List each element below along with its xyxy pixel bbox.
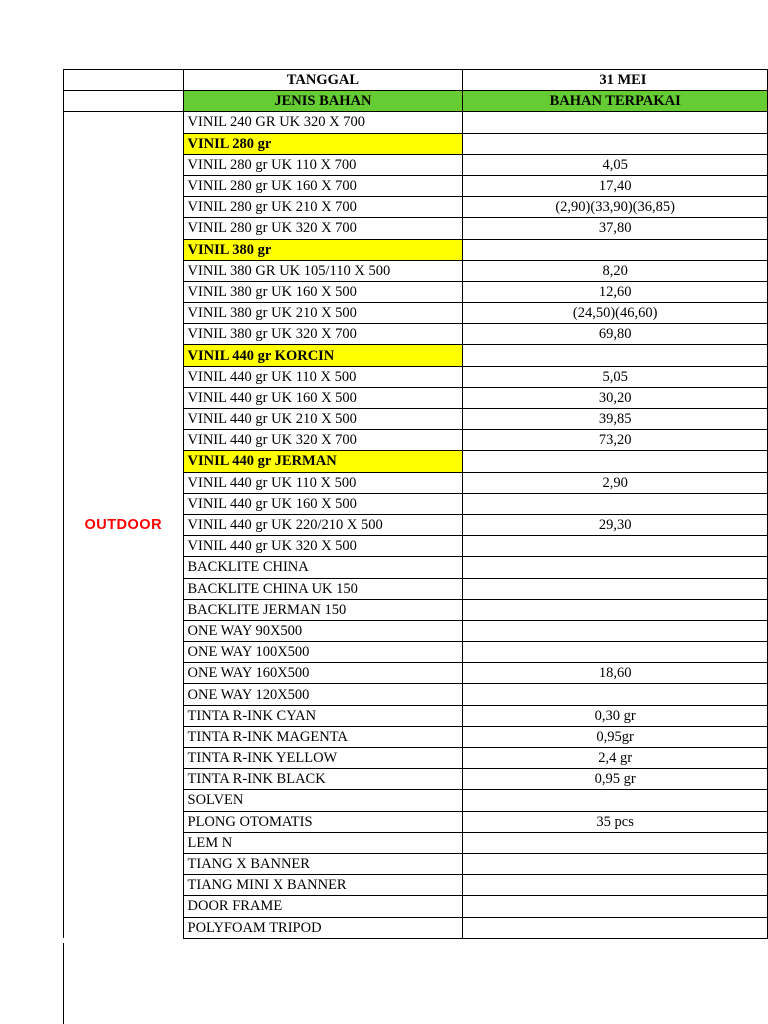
usage-value-cell (463, 790, 768, 811)
material-name-cell: LEM N (183, 832, 463, 853)
usage-value-cell (463, 133, 768, 154)
usage-value-cell (463, 239, 768, 260)
material-name-cell: VINIL 440 gr UK 110 X 500 (183, 472, 463, 493)
material-group-label: VINIL 380 gr (183, 239, 463, 260)
bahan-terpakai-header: BAHAN TERPAKAI (463, 91, 768, 112)
usage-value-cell (463, 557, 768, 578)
material-name-cell: VINIL 440 gr UK 320 X 500 (183, 536, 463, 557)
material-name-cell: PLONG OTOMATIS (183, 811, 463, 832)
usage-value-cell: 39,85 (463, 409, 768, 430)
usage-value-cell: 73,20 (463, 430, 768, 451)
usage-value-cell (463, 536, 768, 557)
material-name-cell: VINIL 380 GR UK 105/110 X 500 (183, 260, 463, 281)
usage-value-cell: 4,05 (463, 154, 768, 175)
material-name-cell: ONE WAY 100X500 (183, 642, 463, 663)
material-group-label: VINIL 280 gr (183, 133, 463, 154)
material-name-cell: VINIL 440 gr UK 110 X 500 (183, 366, 463, 387)
material-name-cell: BACKLITE CHINA UK 150 (183, 578, 463, 599)
blank-header-cell (64, 70, 184, 91)
usage-value-cell (463, 853, 768, 874)
material-group-label: VINIL 440 gr KORCIN (183, 345, 463, 366)
material-name-cell: VINIL 280 gr UK 210 X 700 (183, 197, 463, 218)
usage-value-cell: 69,80 (463, 324, 768, 345)
material-name-cell: TINTA R-INK CYAN (183, 705, 463, 726)
material-name-cell: VINIL 240 GR UK 320 X 700 (183, 112, 463, 133)
usage-value-cell: 37,80 (463, 218, 768, 239)
usage-value-cell (463, 875, 768, 896)
material-name-cell: TINTA R-INK MAGENTA (183, 726, 463, 747)
material-name-cell: VINIL 280 gr UK 320 X 700 (183, 218, 463, 239)
usage-value-cell: 0,95 gr (463, 769, 768, 790)
material-name-cell: VINIL 440 gr UK 160 X 500 (183, 493, 463, 514)
usage-value-cell: 8,20 (463, 260, 768, 281)
table-row (64, 112, 768, 133)
usage-value-cell: 18,60 (463, 663, 768, 684)
material-name-cell: TINTA R-INK YELLOW (183, 748, 463, 769)
material-name-cell: BACKLITE CHINA (183, 557, 463, 578)
usage-value-cell (463, 642, 768, 663)
jenis-bahan-header: JENIS BAHAN (183, 91, 463, 112)
material-name-cell: VINIL 380 gr UK 320 X 700 (183, 324, 463, 345)
material-usage-table (63, 69, 768, 939)
usage-value-cell: 2,4 gr (463, 748, 768, 769)
material-name-cell: SOLVEN (183, 790, 463, 811)
usage-value-cell: 17,40 (463, 175, 768, 196)
category-column-border (63, 943, 64, 1024)
material-name-cell: POLYFOAM TRIPOD (183, 917, 463, 938)
usage-value-cell: 2,90 (463, 472, 768, 493)
date-header-row (64, 70, 768, 91)
usage-value-cell: 35 pcs (463, 811, 768, 832)
column-header-row (64, 91, 768, 112)
usage-value-cell (463, 345, 768, 366)
material-name-cell: ONE WAY 120X500 (183, 684, 463, 705)
usage-value-cell (463, 620, 768, 641)
material-name-cell: VINIL 440 gr UK 320 X 700 (183, 430, 463, 451)
table-body (64, 70, 768, 939)
usage-value-cell: 29,30 (463, 514, 768, 535)
usage-value-cell (463, 112, 768, 133)
material-name-cell: VINIL 440 gr UK 160 X 500 (183, 387, 463, 408)
material-name-cell: TINTA R-INK BLACK (183, 769, 463, 790)
usage-value-cell (463, 832, 768, 853)
usage-value-cell (463, 684, 768, 705)
blank-header-cell (64, 91, 184, 112)
usage-value-cell (463, 578, 768, 599)
usage-value-cell: 0,30 gr (463, 705, 768, 726)
usage-value-cell (463, 896, 768, 917)
material-name-cell: VINIL 440 gr UK 210 X 500 (183, 409, 463, 430)
usage-value-cell: (24,50)(46,60) (463, 303, 768, 324)
usage-value-cell: 30,20 (463, 387, 768, 408)
material-name-cell: BACKLITE JERMAN 150 (183, 599, 463, 620)
material-group-label: VINIL 440 gr JERMAN (183, 451, 463, 472)
date-value: 31 MEI (463, 70, 768, 91)
usage-value-cell (463, 917, 768, 938)
material-name-cell: VINIL 380 gr UK 210 X 500 (183, 303, 463, 324)
usage-value-cell: (2,90)(33,90)(36,85) (463, 197, 768, 218)
tanggal-label: TANGGAL (183, 70, 463, 91)
material-name-cell: VINIL 440 gr UK 220/210 X 500 (183, 514, 463, 535)
usage-value-cell: 0,95gr (463, 726, 768, 747)
usage-value-cell (463, 451, 768, 472)
material-name-cell: ONE WAY 160X500 (183, 663, 463, 684)
material-name-cell: VINIL 280 gr UK 160 X 700 (183, 175, 463, 196)
category-label: OUTDOOR (64, 112, 184, 938)
material-name-cell: VINIL 280 gr UK 110 X 700 (183, 154, 463, 175)
usage-value-cell: 5,05 (463, 366, 768, 387)
material-name-cell: TIANG MINI X BANNER (183, 875, 463, 896)
material-name-cell: TIANG X BANNER (183, 853, 463, 874)
material-name-cell: DOOR FRAME (183, 896, 463, 917)
material-name-cell: VINIL 380 gr UK 160 X 500 (183, 281, 463, 302)
usage-value-cell: 12,60 (463, 281, 768, 302)
usage-value-cell (463, 599, 768, 620)
material-name-cell: ONE WAY 90X500 (183, 620, 463, 641)
usage-value-cell (463, 493, 768, 514)
